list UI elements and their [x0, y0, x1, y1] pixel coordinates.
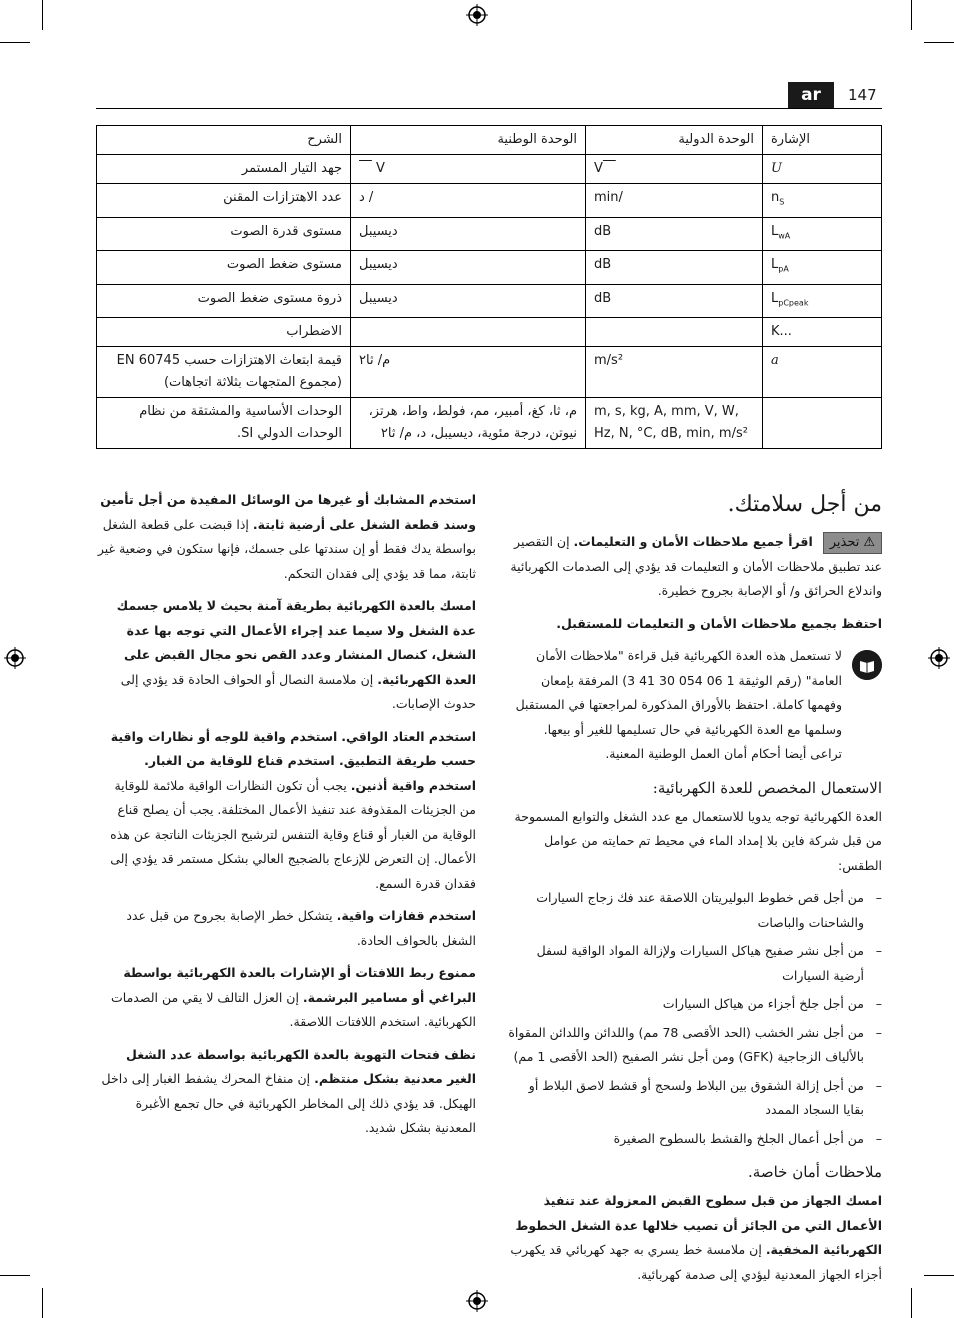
safety-text: يتشكل خطر الإصابة بجروح من قبل عدد الشغل بالحواف الحادة. [126, 908, 476, 948]
table-row [97, 347, 882, 398]
crop-mark [42, 1288, 43, 1318]
intl-unit-cell: dB [586, 284, 763, 318]
intl-unit-cell: dB [586, 217, 763, 251]
national-unit-cell: / د [351, 184, 586, 218]
table-header: الوحدة الدولية [586, 126, 763, 155]
symbol-cell: L [771, 290, 779, 306]
registration-mark-icon [4, 647, 26, 669]
symbol-subscript: pCpeak [778, 298, 809, 308]
warning-badge [823, 532, 882, 554]
warning-text: إن التقصير عند تطبيق ملاحظات الأمان و التعليمات قد يؤدي إلى الصدمات الكهربائية واندلاع الحرائق و/ أو الإصابة بجروح خطيرة. [510, 534, 882, 598]
crop-mark [0, 1275, 30, 1276]
intl-unit-cell: m, s, kg, A, mm, V, W, Hz, N, °C, dB, min, m/s² [586, 398, 763, 449]
safety-bold: استخدم العتاد الواقي. [341, 728, 476, 744]
table-header: الوحدة الوطنية [351, 126, 586, 155]
safety-paragraph [96, 1043, 476, 1141]
explanation-cell: الوحدات الأساسية والمشتقة من نظام الوحدات الدولي SI. [97, 398, 351, 449]
explanation-cell: مستوى ضغط الصوت [97, 251, 351, 285]
table-row [97, 284, 882, 318]
intl-unit-cell: min/ [586, 184, 763, 218]
left-column [96, 488, 476, 1149]
symbol-cell: L [771, 223, 779, 239]
explanation-cell: ذروة مستوى ضغط الصوت [97, 284, 351, 318]
table-row [97, 217, 882, 251]
list-item: – من أجل نشر صفيح هياكل السيارات ولإزالة المواد الواقية لسفل أرضية السيارات [505, 939, 882, 988]
national-unit-cell: ديسيبل [351, 251, 586, 285]
table-header: الشرح [97, 126, 351, 155]
table-header: الإشارة [763, 126, 882, 155]
table-row [97, 184, 882, 218]
warning-label: تحذير [829, 535, 860, 550]
list-item: – من أجل نشر الخشب (الحد الأقصى 78 مم) واللدائن واللدائن المقواة بالألياف الزجاجية (GFK) ومن أجل نشر الصفيح (الحد الأقصى 1 مم) [505, 1021, 882, 1070]
safety-paragraph [96, 488, 476, 586]
symbol-cell: a [771, 353, 779, 369]
safety-text: إن ملامسة النصال أو الحواف الحادة قد يؤدي إلى حدوث الإصابات. [120, 671, 476, 711]
intended-use-intro: العدة الكهربائية توجه يدويا للاستعمال مع عدد الشغل والتوابع المسموحة من قبل شركة فاين بلا إمداد الماء في محيط تم حمايته من عوامل الطقس: [514, 808, 882, 873]
symbol-subscript: wA [778, 231, 791, 241]
safety-paragraph [96, 904, 476, 953]
explanation-cell: جهد التيار المستمر [97, 155, 351, 184]
crop-mark [924, 1275, 954, 1276]
safety-paragraph [96, 961, 476, 1035]
intended-use-title: الاستعمال المخصص للعدة الكهربائية: [652, 778, 882, 797]
explanation-cell: قيمة ابتعاث الاهتزازات حسب EN 60745 (مجموع المتجهات بثلاثة اتجاهات) [97, 347, 351, 398]
table-row [97, 155, 882, 184]
dc-symbol-icon [603, 161, 616, 176]
safety-bold: استخدم المشابك أو غيرها من الوسائل المفيدة من أجل تأمين وسند قطعة الشغل على أرضية ثابتة. [100, 492, 476, 532]
intl-unit-cell: m/s² [586, 347, 763, 398]
intl-unit-cell: V [594, 161, 603, 176]
intended-use-list [505, 886, 882, 1151]
manual-text-2: تراعى أيضا أحكام أمان العمل الوطنية المعنية. [605, 746, 842, 761]
list-item: – من أجل إزالة الشقوق بين البلاط ولسحج أو قشط لاصق البلاط أو بقايا السجاد الممدد [505, 1074, 882, 1123]
list-item: – من أجل أعمال الجلخ والقشط بالسطوح الصغيرة [505, 1127, 882, 1152]
special-safety-text: إن ملامسة خط يسري به جهد كهربائي قد يكهرب أجزاء الجهاز المعدنية ليؤدي إلى صدمة كهربائية. [510, 1242, 882, 1282]
registration-mark-icon [466, 4, 488, 26]
warning-bold-text: اقرأ جميع ملاحظات الأمان و التعليمات. [573, 534, 813, 549]
symbol-subscript: S [779, 197, 785, 207]
safety-bold: امسك بالعدة الكهربائية بطريقة آمنة بحيث لا يلامس جسمك عدة الشغل ولا سيما عند إجراء الأعمال التي توجه بها عدة الشغل، كنصال المنشار وعدد القص نحو مجال القبض على العدة الكهربائية. [116, 598, 476, 687]
national-unit-cell: م، ثا، كغ، أمبير، مم، فولط، واط، هرتز، نيوتن، درجة مئوية، ديسيبل، د، م/ ثا٢ [351, 398, 586, 449]
special-safety-title: ملاحظات أمان خاصة. [748, 1163, 882, 1181]
special-safety-bold: امسك الجهاز من قبل سطوح القبض المعزولة عند تنفيذ الأعمال التي من الجائز أن تصيب خلالها عدة الشغل الخطوط الكهربائية المخفية. [515, 1193, 882, 1257]
read-manual-icon [852, 650, 882, 680]
table-row [97, 398, 882, 449]
national-unit-cell: م/ ثا٢ [351, 347, 586, 398]
safety-paragraph [96, 725, 476, 897]
right-column [505, 488, 882, 1295]
dc-symbol-icon [359, 161, 372, 176]
page-number: 147 [848, 86, 877, 104]
symbols-table [96, 125, 882, 449]
safety-text: إن منفاخ المحرك يشفط الغبار إلى داخل الهيكل. قد يؤدي ذلك إلى المخاطر الكهربائية في حال تجمع الأغبرة المعدنية بشكل شديد. [101, 1071, 476, 1135]
manual-text: لا تستعمل هذه العدة الكهربائية قبل قراءة "ملاحظات الأمان العامة" (رقم الوثيقة 1 06 054 30 41 3) المرفقة بإمعان وفهمها كاملة. احتفظ بالأوراق المذكورة لمراجعتها في المستقبل وسلمها مع العدة الكهربائية في حال تسليمها للغير أو بيعها. [515, 648, 842, 737]
table-header-row [97, 126, 882, 155]
list-item: – من أجل جلخ أجزاء من هياكل السيارات [505, 992, 882, 1017]
explanation-cell: مستوى قدرة الصوت [97, 217, 351, 251]
safety-bold: استخدم قفازات واقية. [336, 908, 476, 923]
intl-unit-cell: dB [586, 251, 763, 285]
safety-text: إن العزل التالف لا يقي من الصدمات الكهربائية. استخدم اللافتات اللاصقة. [111, 989, 476, 1029]
safety-text: إذا قبضت على قطعة الشغل بواسطة يدك فقط أو إن سندتها على جسمك، فإنها ستكون في وضعية غير ثابتة، مما قد يؤدي إلى فقدان التحكم. [97, 516, 476, 581]
header-rule [96, 108, 882, 109]
warning-paragraph [505, 530, 882, 604]
symbol-cell: L [771, 257, 779, 273]
national-unit-cell: ديسيبل [351, 217, 586, 251]
crop-mark [924, 42, 954, 43]
section-title: من أجل سلامتك. [727, 492, 882, 517]
national-unit-cell: V [376, 161, 385, 176]
national-unit-cell [351, 318, 586, 347]
national-unit-cell: ديسيبل [351, 284, 586, 318]
symbol-cell: K... [763, 318, 882, 347]
symbol-subscript: pA [778, 264, 789, 274]
safety-bold: نظف فتحات التهوية بالعدة الكهربائية بواسطة عدد الشغل الغير معدنية بشكل منتظم. [126, 1046, 476, 1086]
language-badge: ar [788, 82, 834, 108]
symbol-cell: U [771, 161, 782, 176]
table-row [97, 318, 882, 347]
crop-mark [911, 1288, 912, 1318]
warning-triangle-icon: ⚠ [863, 535, 875, 550]
table-row [97, 251, 882, 285]
safety-paragraph [96, 594, 476, 717]
list-item: – من أجل قص خطوط البوليريتان اللاصقة عند فك زجاج السيارات والشاحنات والباصات [505, 886, 882, 935]
safety-bold: استخدم واقية للوجه أو نظارات واقية حسب طريقة التطبيق. استخدم قناع للوقاية من الغبار. استخدم واقية أذنين. [110, 728, 476, 793]
manual-notice [505, 644, 882, 767]
explanation-cell: الاضطراب [97, 318, 351, 347]
safety-bold: ممنوع ربط اللافتات أو الإشارات بالعدة الكهربائية بواسطة البراغي أو مسامير البرشمة. [123, 965, 476, 1005]
registration-mark-icon [466, 1290, 488, 1312]
safety-text: يجب أن تكون النظارات الواقية ملائمة للوقاية من الجزيئات المقذوفة عند تنفيذ الأعمال المختلفة. يجب أن يصلح قناع الوقاية من الغبار أو قناع وقاية التنفس لترشيح الجزيئات الناتجة عن هذه الأعمال. إن التعرض للإزعاج بالضجيج العالي بشكل مستمر قد يؤدي إلى فقدان قدرة السمع. [110, 777, 476, 891]
symbol-cell [763, 398, 882, 449]
keep-instructions: احتفظ بجميع ملاحظات الأمان و التعليمات للمستقبل. [556, 615, 882, 631]
crop-mark [911, 0, 912, 30]
crop-mark [42, 0, 43, 30]
registration-mark-icon [928, 647, 950, 669]
symbol-cell: n [771, 190, 780, 205]
intl-unit-cell [586, 318, 763, 347]
explanation-cell: عدد الاهتزازات المقنن [97, 184, 351, 218]
special-safety-paragraph [505, 1189, 882, 1287]
crop-mark [0, 42, 30, 43]
